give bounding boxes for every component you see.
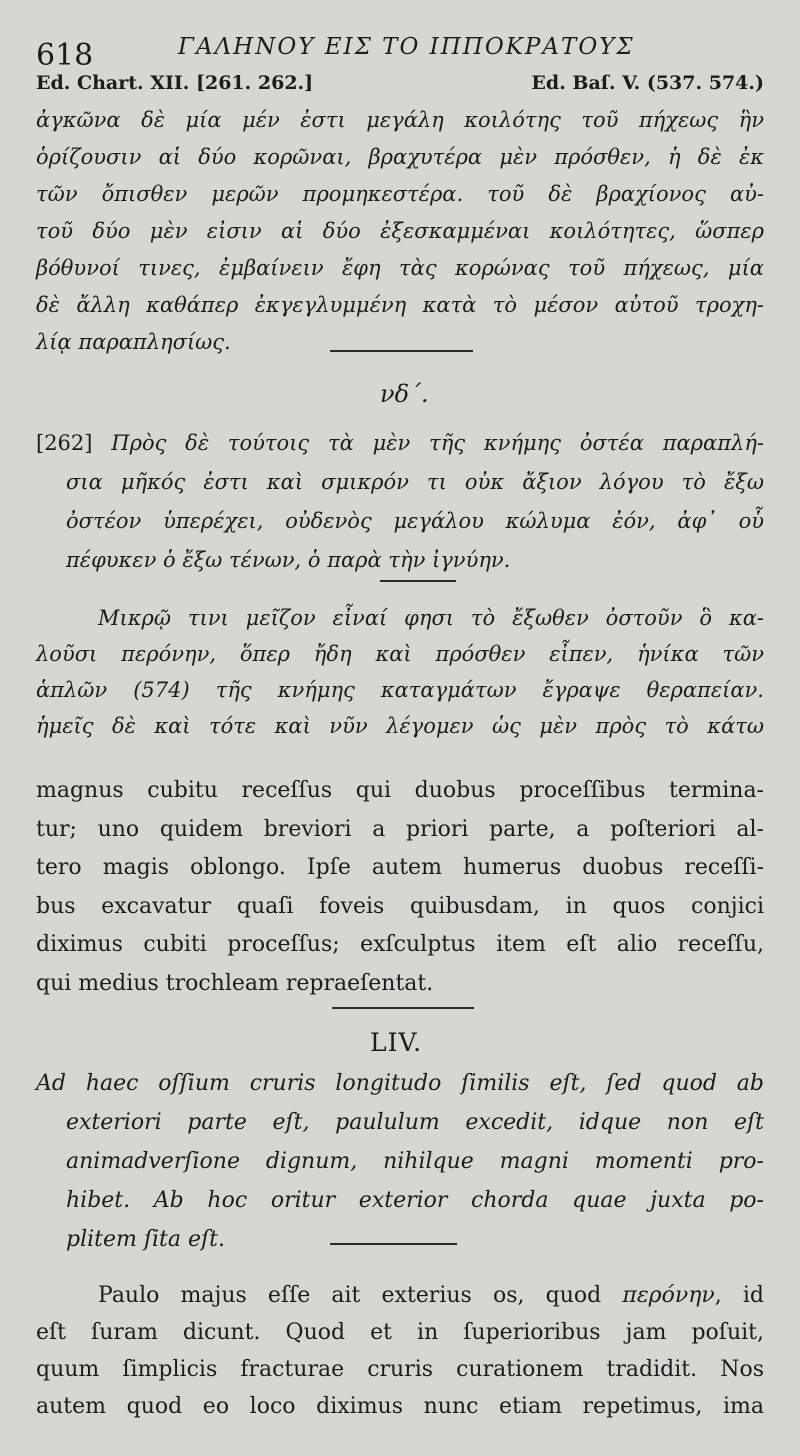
text-line: bus excavatur quaſi foveis quibusdam, in quos conjici xyxy=(36,893,764,919)
greek-term: περόνην xyxy=(622,1283,715,1308)
text-line: δὲ ἄλλη καθάπερ ἐκγεγλυμμένη κατὰ τὸ μέσον αὐτοῦ τροχη- xyxy=(36,293,764,317)
text-line: ἀγκῶνα δὲ μία μέν ἐστι μεγάλη κοιλότης τοῦ πήχεως ἣν xyxy=(36,108,764,132)
aphorism-first-line: Πρὸς δὲ τούτοις τὰ μὲν τῆς κνήμης ὀστέα παραπλή- xyxy=(111,431,764,455)
text-line: πέφυκεν ὁ ἔξω τένων, ὁ παρὰ τὴν ἰγνύην. xyxy=(66,548,511,572)
text-line: magnus cubitu receſſus qui duobus proceſſibus termina- xyxy=(36,778,764,803)
text-line: ἡμεῖς δὲ καὶ τότε καὶ νῦν λέγομεν ὡς μὲν πρὸς τὸ κάτω xyxy=(36,714,764,738)
aphorism-first-line: Ad haec oſſium cruris longitudo ſimilis eſt, ſed quod ab xyxy=(36,1071,764,1096)
text-line: hibet. Ab hoc oritur exterior chorda quae juxta po- xyxy=(66,1188,764,1213)
text-line: τοῦ δύο μὲν εἰσιν αἱ δύο ἐξεσκαμμέναι κοιλότητες, ὥσπερ xyxy=(36,219,764,243)
text-line: Μικρῷ τινι μεῖζον εἶναί φησι τὸ ἔξωθεν ὀστοῦν ὃ κα- xyxy=(98,606,764,630)
text-line: autem quod eo loco diximus nunc etiam repetimus, ima xyxy=(36,1394,764,1419)
edition-reference-line xyxy=(36,72,764,100)
page-reference: [262] xyxy=(36,431,93,455)
text-line: tur; uno quidem breviori a priori parte, a poſteriori al- xyxy=(36,816,764,842)
greek-aphorism-text xyxy=(36,424,764,580)
text-line: βόθυνοί τινες, ἐμβαίνειν ἔφη τὰς κορώνας τοῦ πήχεως, μία xyxy=(36,256,764,280)
text-line: λίᾳ παραπλησίως. xyxy=(36,330,231,354)
edition-chart-reference: Ed. Chart. XII. [261. 262.] xyxy=(36,72,314,94)
latin-commentary-text xyxy=(36,1277,764,1425)
text-line: quum ſimplicis fracturae cruris curationem tradidit. Nos xyxy=(36,1357,764,1382)
text-line: plitem ſita eſt. xyxy=(66,1227,225,1252)
running-title: ΓΑΛΗΝΟΥ ΕΙΣ ΤΟ ΙΠΠΟΚΡΑΤΟΥΣ xyxy=(178,34,635,60)
edition-basel-reference: Ed. Baſ. V. (537. 574.) xyxy=(531,72,764,94)
text-line: qui medius trochleam repraeſentat. xyxy=(36,970,434,996)
commentary-text-start: Paulo majus eſſe ait exterius os, quod xyxy=(98,1283,602,1308)
text-line: tero magis oblongo. Ipſe autem humerus duobus receſſi- xyxy=(36,855,764,880)
greek-section-number: νδ΄. xyxy=(380,380,429,408)
commentary-divider-rule xyxy=(330,1243,457,1245)
latin-aphorism-text xyxy=(36,1064,764,1259)
greek-text-block-top xyxy=(36,102,764,361)
text-line: ἁπλῶν (574) τῆς κνήμης καταγμάτων ἔγραψε θεραπείαν. xyxy=(36,678,764,702)
section-divider-rule xyxy=(332,1007,474,1009)
text-line: ὀστέον ὑπερέχει, οὐδενὸς μεγάλου κώλυμα ἐόν, ἀφ᾽ οὗ xyxy=(66,509,764,533)
page-number: 618 xyxy=(36,38,94,73)
text-line: τῶν ὄπισθεν μερῶν προμηκεστέρα. τοῦ δὲ βραχίονος αὐ- xyxy=(36,182,764,206)
greek-commentary-text xyxy=(36,600,764,744)
latin-text-block-top xyxy=(36,772,764,1003)
section-divider-rule xyxy=(330,350,473,352)
commentary-divider-rule xyxy=(380,580,456,582)
text-line xyxy=(36,1277,764,1314)
text-line: exteriori parte eſt, paululum excedit, idque non eſt xyxy=(66,1110,764,1135)
text-line: λοῦσι περόνην, ὅπερ ἤδη καὶ πρόσθεν εἶπεν, ἡνίκα τῶν xyxy=(36,642,764,666)
commentary-text-continued: , id xyxy=(714,1283,765,1308)
page-header xyxy=(36,26,776,73)
text-line xyxy=(36,424,764,463)
text-line: σια μῆκός ἐστι καὶ σμικρόν τι οὐκ ἄξιον λόγου τὸ ἔξω xyxy=(66,470,764,494)
text-line: ὁρίζουσιν αἱ δύο κορῶναι, βραχυτέρα μὲν πρόσθεν, ἡ δὲ ἐκ xyxy=(36,145,764,169)
text-line: animadverſione dignum, nihilque magni momenti pro- xyxy=(66,1149,764,1174)
text-line: eſt ſuram dicunt. Quod et in ſuperioribus jam poſuit, xyxy=(36,1320,764,1345)
text-line: diximus cubiti proceſſus; exſculptus item eſt alio receſſu, xyxy=(36,932,764,957)
latin-section-number: LIV. xyxy=(370,1028,423,1057)
